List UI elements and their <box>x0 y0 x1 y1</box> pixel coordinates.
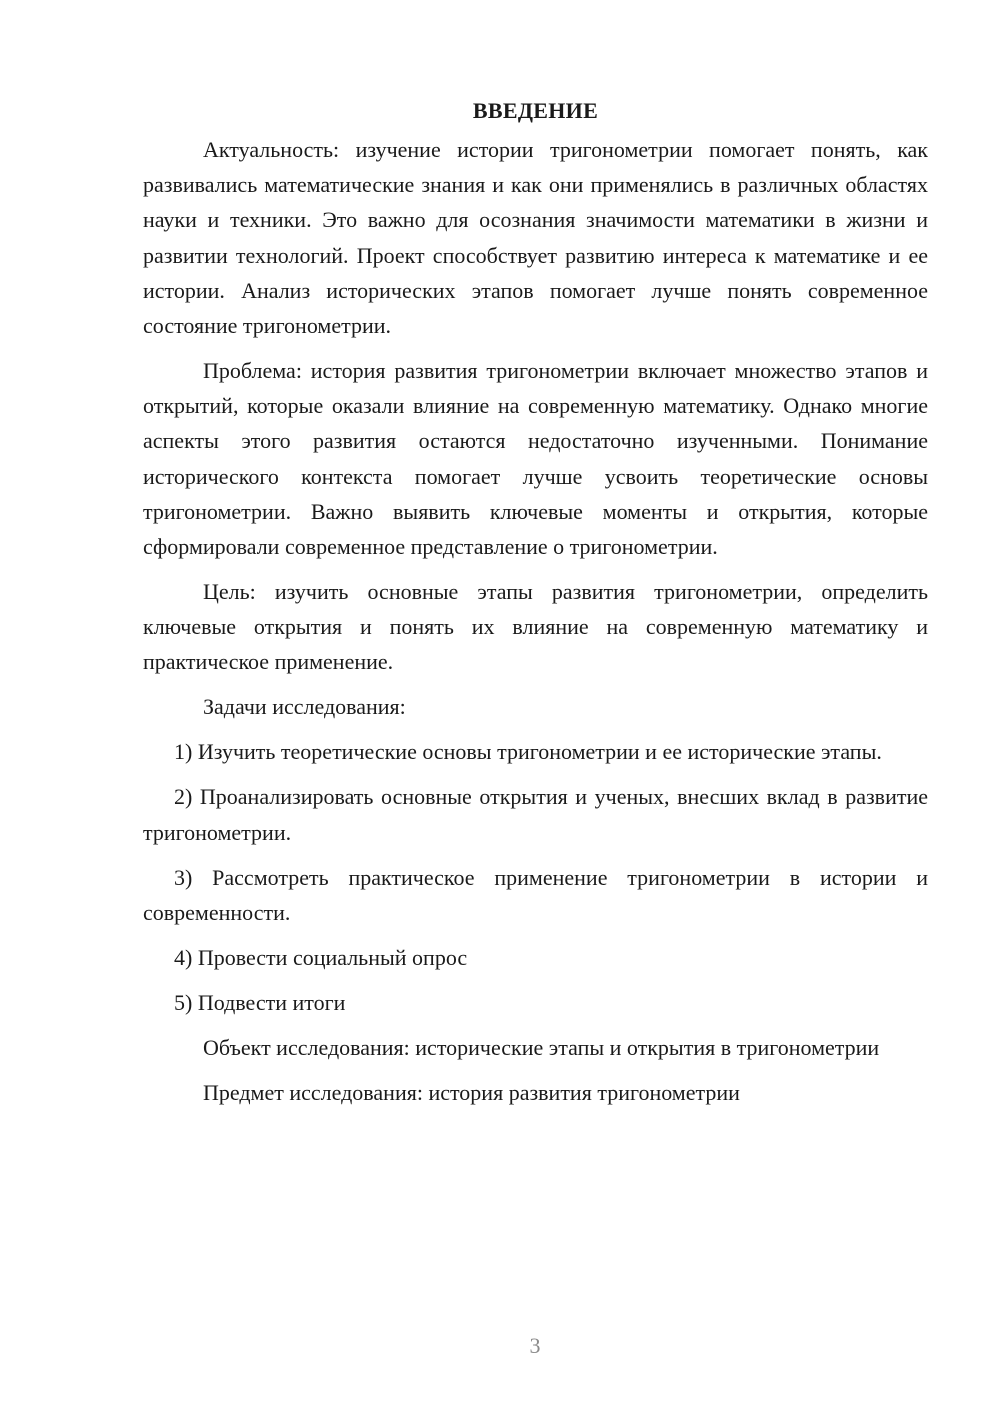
paragraph-goal: Цель: изучить основные этапы развития тригонометрии, определить ключевые открытия и понять их влияние на современную математику и практическое применение. <box>143 579 928 675</box>
paragraph-subject: Предмет исследования: история развития тригонометрии <box>203 1079 740 1105</box>
task-item-5: 5) Подвести итоги <box>174 989 346 1015</box>
section-heading: ВВЕДЕНИЕ <box>472 98 599 123</box>
task-item-2: 2) Проанализировать основные открытия и ученых, внесших вклад в развитие тригонометрии. <box>143 784 928 845</box>
document-page <box>143 96 928 1110</box>
paragraph-relevance: Актуальность: изучение истории тригонометрии помогает понять, как развивались математические знания и как они применялись в различных областях науки и техники. Это важно для осознания значимости математики в жизни и развитии технологий. Проект способствует развитию интереса к математике и ее истории. Анализ исторических этапов помогает лучше понять современное состояние тригонометрии. <box>143 137 928 339</box>
tasks-heading: Задачи исследования: <box>203 694 406 720</box>
paragraph-problem: Проблема: история развития тригонометрии включает множество этапов и открытий, которые оказали влияние на современную математику. Однако многие аспекты этого развития остаются недостаточно изученными. Понимание исторического контекста помогает лучше усвоить теоретические основы тригонометрии. Важно выявить ключевые моменты и открытия, которые сформировали современное представление о тригонометрии. <box>143 358 928 560</box>
page-number: 3 <box>529 1333 541 1358</box>
task-item-1: 1) Изучить теоретические основы тригонометрии и ее исторические этапы. <box>174 739 882 765</box>
task-item-3: 3) Рассмотреть практическое применение тригонометрии в истории и современности. <box>143 864 928 925</box>
paragraph-object: Объект исследования: исторические этапы и открытия в тригонометрии <box>203 1034 880 1060</box>
task-item-4: 4) Провести социальный опрос <box>174 944 468 970</box>
